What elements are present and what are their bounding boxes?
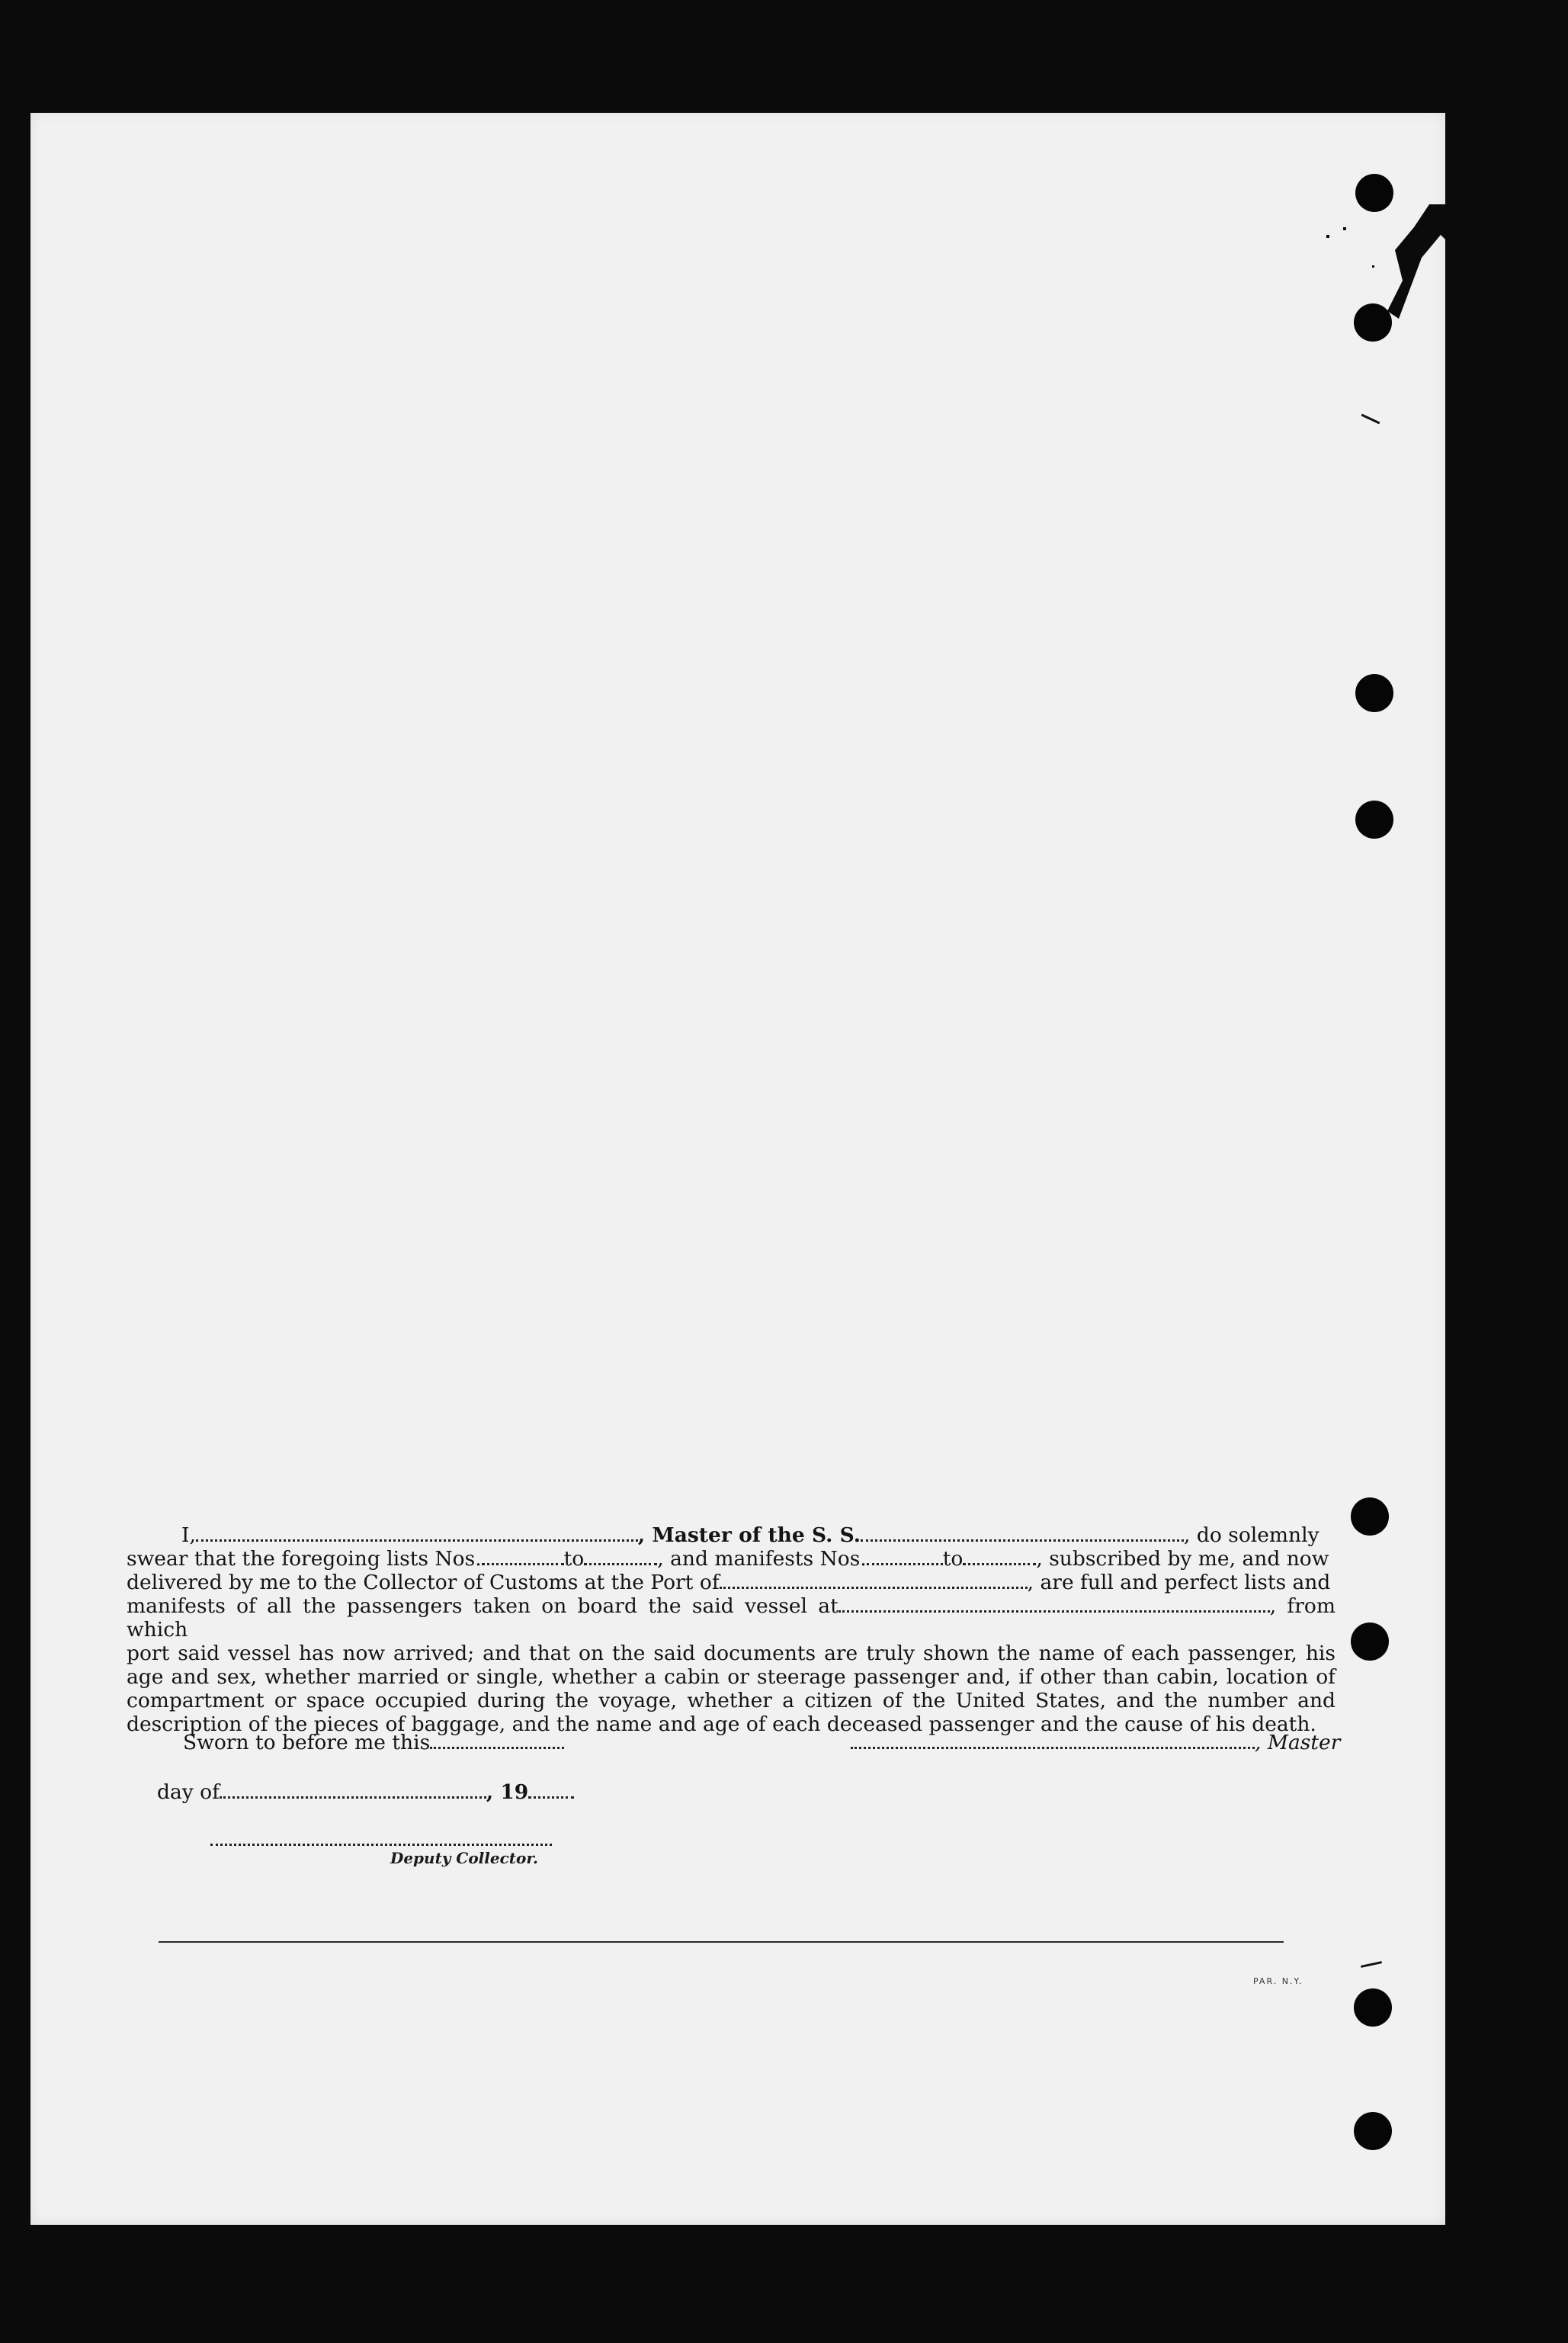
binder-hole bbox=[1351, 1497, 1389, 1536]
ink-mark bbox=[1361, 414, 1380, 425]
oath-line-4 bbox=[127, 1594, 1336, 1642]
binder-hole bbox=[1351, 1622, 1389, 1661]
year-blank bbox=[528, 1796, 574, 1799]
list-to-blank bbox=[584, 1562, 657, 1565]
oath-text: manifests of all the passengers taken on board the said vessel at bbox=[127, 1594, 839, 1618]
printer-mark: PAR. N.Y. bbox=[1253, 1976, 1303, 1986]
oath-text: , do solemnly bbox=[1184, 1523, 1319, 1547]
master-name-blank bbox=[196, 1539, 638, 1542]
day-blank bbox=[220, 1796, 486, 1799]
oath-line-1 bbox=[127, 1523, 1336, 1547]
departure-port-blank bbox=[839, 1610, 1270, 1613]
oath-line-3 bbox=[127, 1571, 1336, 1594]
oath-text: , subscribed by me, and now bbox=[1036, 1547, 1329, 1571]
day-of-label: day of bbox=[157, 1780, 220, 1804]
oath-line-2 bbox=[127, 1547, 1336, 1571]
sworn-date-blank bbox=[430, 1746, 564, 1749]
oath-text: to bbox=[563, 1547, 585, 1571]
oath-text: , and manifests Nos. bbox=[657, 1547, 867, 1571]
master-label: , Master bbox=[1255, 1731, 1341, 1754]
binder-hole bbox=[1354, 303, 1392, 342]
ink-mark bbox=[1343, 227, 1346, 230]
binder-hole bbox=[1355, 674, 1393, 712]
deputy-collector-label: Deputy Collector. bbox=[390, 1849, 538, 1867]
deputy-signature-line bbox=[210, 1844, 552, 1846]
oath-text: , from which bbox=[127, 1594, 1336, 1642]
binder-hole bbox=[1354, 2112, 1392, 2150]
torn-corner bbox=[1357, 204, 1456, 319]
oath-body-text: port said vessel has now arrived; and that on the said documents are truly shown the name of each passenger, his age and sex, whether married or single, whether a cabin or steerage passenger and, if other than cabin, location of compartment or space occupied during the voyage, whether a citizen of the United States, and the number and description of the pieces of baggage, and the name and age of each deceased passenger and the cause of his death. bbox=[127, 1642, 1336, 1736]
binder-hole bbox=[1354, 1988, 1392, 2027]
manifest-to-blank bbox=[963, 1562, 1036, 1565]
manifest-from-blank bbox=[867, 1562, 943, 1565]
oath-text: to bbox=[942, 1547, 964, 1571]
oath-text: delivered by me to the Collector of Customs at the Port of bbox=[127, 1571, 720, 1594]
year-label: , 19 bbox=[486, 1780, 529, 1804]
horizontal-rule bbox=[159, 1941, 1284, 1943]
sworn-label: Sworn to before me this bbox=[183, 1731, 431, 1754]
sworn-row bbox=[183, 1731, 564, 1754]
ink-mark bbox=[1326, 235, 1329, 238]
ship-name-blank bbox=[861, 1539, 1184, 1542]
binder-hole bbox=[1355, 174, 1393, 212]
oath-paragraph bbox=[127, 1523, 1336, 1736]
master-signature-blank bbox=[851, 1746, 1255, 1749]
oath-text: swear that the foregoing lists Nos. bbox=[127, 1547, 482, 1571]
oath-text: , Master of the S. S. bbox=[637, 1523, 861, 1547]
oath-text: , are full and perfect lists and bbox=[1027, 1571, 1331, 1594]
ink-mark bbox=[1372, 265, 1374, 268]
oath-text: I, bbox=[181, 1523, 196, 1547]
day-row bbox=[157, 1780, 574, 1804]
port-blank bbox=[720, 1586, 1028, 1589]
ink-mark bbox=[1361, 1961, 1382, 1968]
master-signature-row bbox=[851, 1731, 1340, 1754]
document-page bbox=[30, 113, 1445, 2225]
list-from-blank bbox=[482, 1562, 564, 1565]
binder-hole bbox=[1355, 801, 1393, 839]
